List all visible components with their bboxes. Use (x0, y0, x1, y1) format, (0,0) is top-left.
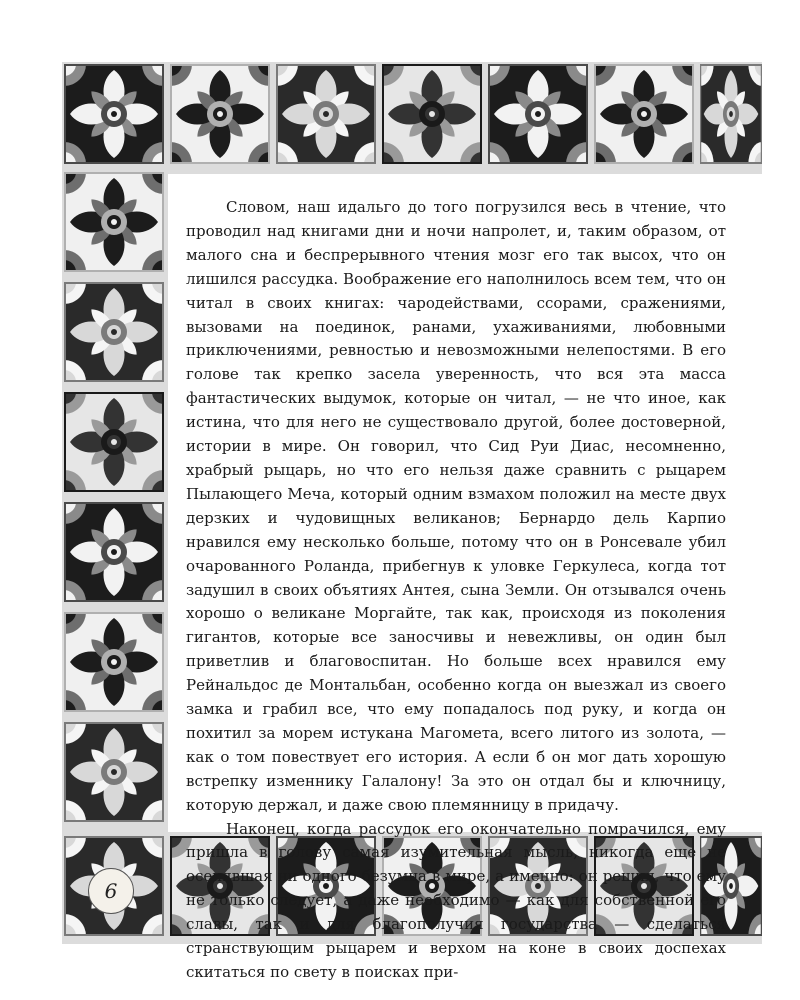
ornament-tile (64, 282, 164, 382)
ornament-tile (64, 502, 164, 602)
paragraph: Словом, наш идальго до того погрузился весь в чтение, что проводил над книгами дни и ночи напролет, и, таким образом, от малого сна и беспрерывного чтения мозг его так высох, что он лишился рассудка. Воображение его наполнилось всем тем, что он читал в своих книгах: чародействами, ссорами, сражениями, вызовами на поединок, ранами, ухаживаниями, любовными приключениями, ревностью и невозможными нелепостями. В его голове так крепко засела уверенность, что вся эта масса фантастических выдумок, которые он читал, — не что иное, как истина, что для него не существовало другой, более достоверной, истории в мире. Он говорил, что Сид Руи Диас, несомненно, храбрый рыцарь, но что его нельзя даже сравнить с рыцарем Пылающего Меча, который одним взмахом положил на месте двух дерзких и чудовищных великанов; Бернардо дель Карпио нравился ему несколько больше, потому что он в Ронсевале убил очарованного Роланда, прибегнув к уловке Геркулеса, когда тот задушил в своих объятиях Антея, сына Земли. Он отзывался очень хорошо о великане Моргайте, так как, происходя из поколения гигантов, которые все заносчивы и невежливы, он один был приветлив и благовоспитан. Но больше всех нравился ему Рейнальдос де Монтальбан, особенно когда он выезжал из своего замка и грабил все, что ему попадалось под руку, и когда он похитил за морем истукана Магомета, всего литого из золота, — как о том повествует его история. А если б он мог дать хорошую встрепку изменнику Галалону! За это он отдал бы и ключницу, которую держал, и даже свою племянницу в придачу. (186, 198, 726, 814)
ornament-tile (276, 64, 376, 164)
ornament-tile (700, 64, 762, 164)
ornament-tile (64, 172, 164, 272)
ornament-tile (64, 64, 164, 164)
ornament-tile (488, 64, 588, 164)
ornament-tile (594, 64, 694, 164)
ornament-tile (64, 722, 164, 822)
paragraph: Наконец, когда рассудок его окончательно помрачился, ему пришла в голову самая изумительная мысль, никогда еще не осенявшая ни одного безумца в мире, а именно: он решил, что ему не только следует, а даже необходимо — как для собственной его славы, так и для благополучия государства — сделаться странствующим рыцарем и верхом на коне в своих доспехах скитаться по свету в поисках при- (186, 819, 726, 981)
ornament-tile (382, 64, 482, 164)
ornament-tile (170, 64, 270, 164)
ornament-tile (64, 392, 164, 492)
body-text (186, 196, 726, 985)
ornament-tile (64, 612, 164, 712)
page-number: 6 (88, 868, 134, 914)
